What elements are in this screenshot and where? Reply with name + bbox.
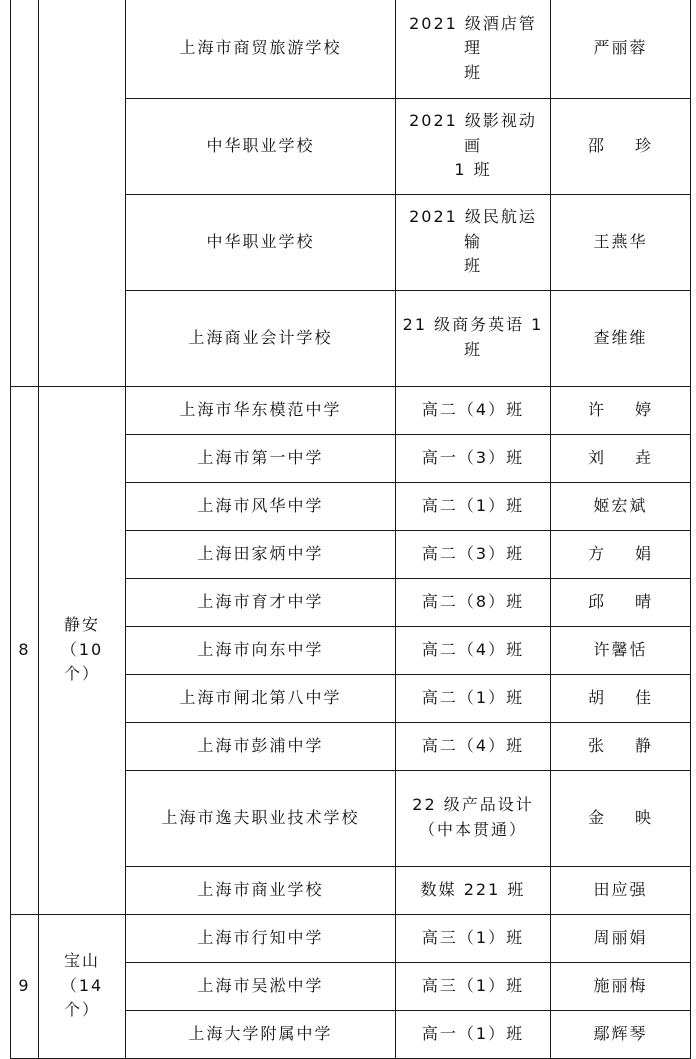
school-name: 上海市育才中学 [197, 591, 324, 611]
teacher-cell [551, 386, 691, 434]
class-cell [396, 194, 551, 290]
school-cell [126, 98, 396, 194]
school-name: 中华职业学校 [206, 135, 315, 155]
teacher-cell [551, 482, 691, 530]
school-cell [126, 962, 396, 1010]
teacher-name: 邵 珍 [587, 135, 654, 155]
class-cell [396, 770, 551, 866]
school-cell [126, 722, 396, 770]
district-count: （14 个） [60, 975, 104, 1020]
district-name: 宝山 [63, 950, 100, 970]
teacher-cell [551, 962, 691, 1010]
class-roster-table [10, 0, 691, 1059]
class-cell [396, 482, 551, 530]
teacher-cell [551, 194, 691, 290]
school-name: 上海大学附属中学 [188, 1023, 333, 1043]
class-cell [396, 866, 551, 914]
school-name: 上海市向东中学 [197, 639, 324, 659]
school-name: 上海市彭浦中学 [197, 735, 324, 755]
class-name: 高三（1）班 [421, 975, 525, 995]
teacher-name: 张 静 [587, 735, 654, 755]
school-cell [126, 530, 396, 578]
school-name: 上海市吴淞中学 [197, 975, 324, 995]
school-name: 上海市逸夫职业技术学校 [161, 807, 360, 827]
class-cell [396, 0, 551, 98]
class-cell [396, 98, 551, 194]
class-name: 22 级产品设计 （中本贯通） [412, 795, 534, 839]
teacher-cell [551, 770, 691, 866]
class-cell [396, 530, 551, 578]
school-cell [126, 1010, 396, 1058]
school-cell [126, 434, 396, 482]
school-name: 上海市商业学校 [197, 879, 324, 899]
school-name: 上海市第一中学 [197, 447, 324, 467]
class-name: 高二（4）班 [421, 735, 525, 755]
class-cell [396, 962, 551, 1010]
class-name: 高二（4）班 [421, 639, 525, 659]
class-cell [396, 290, 551, 386]
table-row [11, 914, 691, 962]
teacher-cell [551, 626, 691, 674]
school-cell [126, 674, 396, 722]
school-name: 上海市华东模范中学 [179, 399, 342, 419]
class-cell [396, 914, 551, 962]
school-cell [126, 866, 396, 914]
group-number: 8 [18, 639, 31, 659]
school-cell [126, 290, 396, 386]
teacher-cell [551, 530, 691, 578]
teacher-cell [551, 578, 691, 626]
class-cell [396, 722, 551, 770]
school-cell [126, 914, 396, 962]
class-cell [396, 434, 551, 482]
district-count: （10 个） [60, 639, 104, 684]
teacher-name: 周丽娟 [593, 927, 648, 947]
class-name: 高二（3）班 [421, 543, 525, 563]
group-number: 9 [18, 975, 31, 995]
teacher-name: 田应强 [593, 879, 648, 899]
school-name: 上海田家炳中学 [197, 543, 324, 563]
teacher-name: 胡 佳 [587, 687, 654, 707]
school-cell [126, 626, 396, 674]
teacher-name: 方 娟 [587, 543, 654, 563]
teacher-cell [551, 914, 691, 962]
teacher-cell [551, 434, 691, 482]
class-name: 高二（1）班 [421, 495, 525, 515]
class-cell [396, 578, 551, 626]
school-cell [126, 386, 396, 434]
table-row [11, 0, 691, 98]
class-name: 高一（3）班 [421, 447, 525, 467]
class-name: 高二（8）班 [421, 591, 525, 611]
district-cell [39, 386, 126, 914]
class-name: 2021 级影视动画 1 班 [409, 110, 537, 180]
teacher-cell [551, 290, 691, 386]
group-number-cell [11, 0, 39, 386]
school-cell [126, 482, 396, 530]
class-cell [396, 1010, 551, 1058]
teacher-name: 王燕华 [593, 231, 648, 251]
school-name: 上海市行知中学 [197, 927, 324, 947]
roster-body [11, 0, 691, 1058]
class-name: 高一（1）班 [421, 1023, 525, 1043]
school-name: 上海市闸北第八中学 [179, 687, 342, 707]
teacher-cell [551, 866, 691, 914]
teacher-name: 查维维 [593, 327, 648, 347]
teacher-name: 许馨恬 [593, 639, 648, 659]
class-cell [396, 386, 551, 434]
class-name: 21 级商务英语 1 班 [402, 315, 544, 359]
teacher-name: 严丽蓉 [593, 38, 648, 58]
school-cell [126, 770, 396, 866]
teacher-name: 姬宏斌 [593, 495, 648, 515]
teacher-cell [551, 98, 691, 194]
class-name: 高二（1）班 [421, 687, 525, 707]
district-cell [39, 0, 126, 386]
class-name: 高三（1）班 [421, 927, 525, 947]
class-name: 数媒 221 班 [420, 879, 526, 899]
district-cell [39, 914, 126, 1058]
school-name: 上海市商贸旅游学校 [179, 38, 342, 58]
teacher-name: 施丽梅 [593, 975, 648, 995]
table-row [11, 386, 691, 434]
teacher-name: 邱 晴 [587, 591, 654, 611]
class-name: 2021 级酒店管理 班 [409, 13, 537, 83]
district-name: 静安 [63, 614, 100, 634]
teacher-name: 金 映 [587, 807, 654, 827]
teacher-cell [551, 674, 691, 722]
school-cell [126, 194, 396, 290]
school-cell [126, 578, 396, 626]
teacher-cell [551, 1010, 691, 1058]
school-name: 上海商业会计学校 [188, 327, 333, 347]
school-name: 中华职业学校 [206, 231, 315, 251]
group-number-cell [11, 386, 39, 914]
school-name: 上海市风华中学 [197, 495, 324, 515]
class-cell [396, 674, 551, 722]
teacher-cell [551, 722, 691, 770]
teacher-cell [551, 0, 691, 98]
school-cell [126, 0, 396, 98]
class-name: 高二（4）班 [421, 399, 525, 419]
teacher-name: 刘 垚 [587, 447, 654, 467]
teacher-name: 许 婷 [587, 399, 654, 419]
group-number-cell [11, 914, 39, 1058]
teacher-name: 鄢辉琴 [593, 1023, 648, 1043]
class-cell [396, 626, 551, 674]
class-name: 2021 级民航运输 班 [409, 206, 537, 276]
